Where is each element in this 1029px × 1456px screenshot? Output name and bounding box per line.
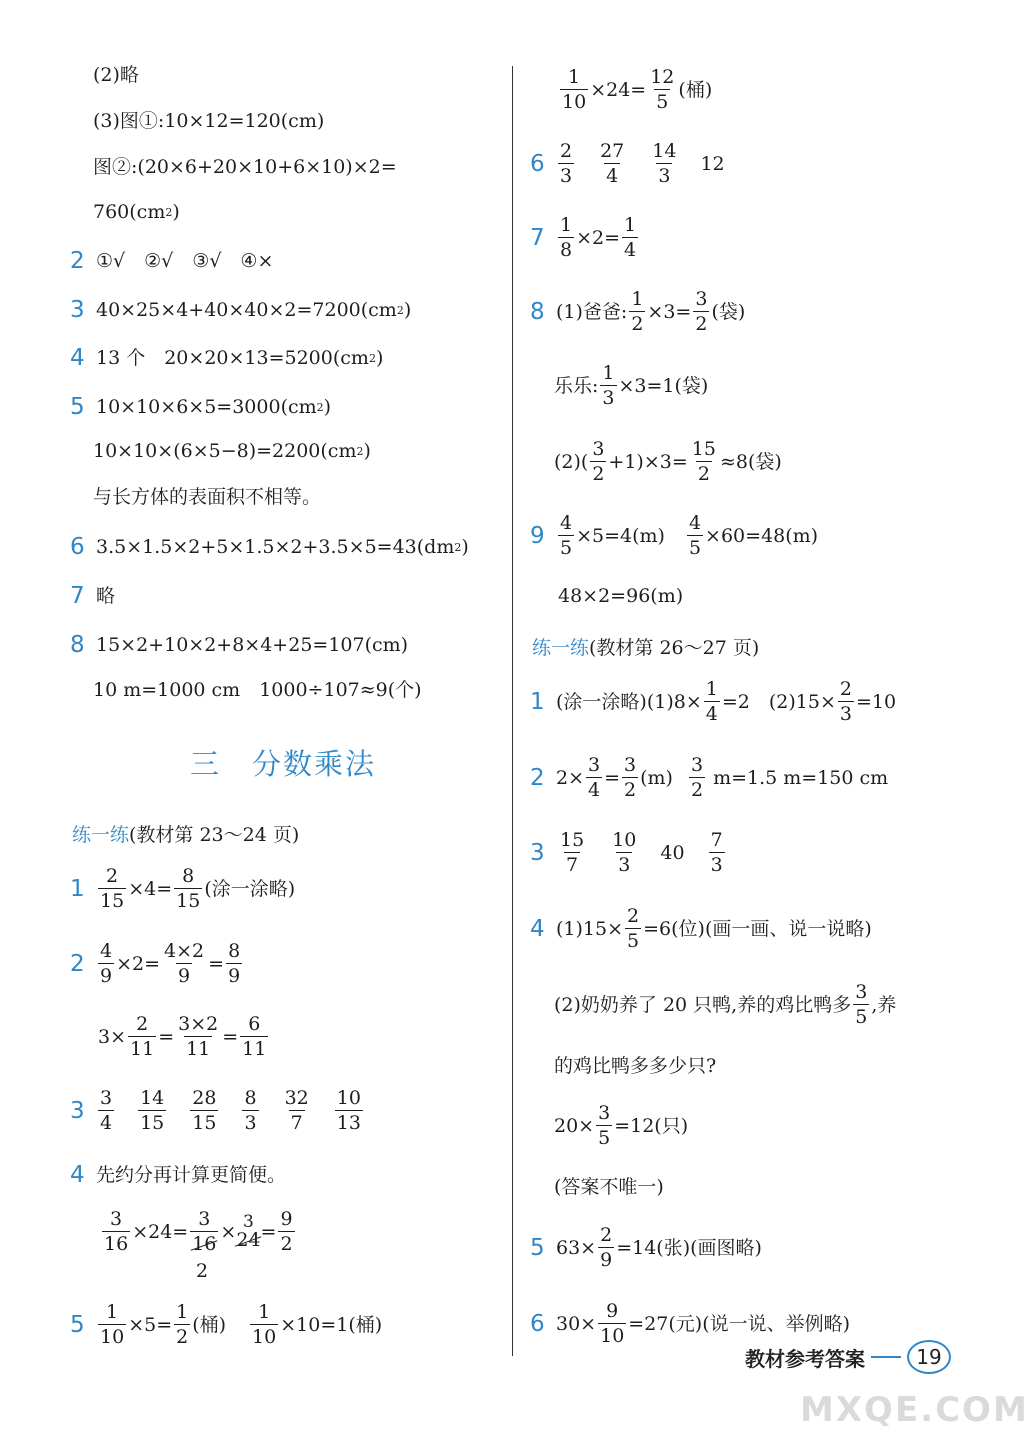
text-run: 40×25×4+40×40×2=7200(cm — [96, 299, 397, 321]
item-number: 4 — [70, 345, 85, 371]
numerator: 3 — [110, 1208, 123, 1230]
text-run: 乐乐: — [554, 374, 599, 397]
numerator: 1 — [624, 214, 637, 236]
answer-3: 3 40×25×4+40×40×2=7200(cm 2 ) — [70, 297, 412, 323]
text-run: ×24= — [590, 78, 647, 101]
numerator: 3 — [855, 981, 868, 1003]
practice-2-answer-4 — [530, 907, 872, 951]
numerator: 4×2 — [164, 940, 205, 962]
text-run: ×2= — [576, 226, 621, 249]
text-run: (2)略 — [93, 64, 139, 86]
numerator: 32 — [284, 1087, 309, 1109]
fraction — [625, 907, 641, 951]
item-number: 7 — [530, 224, 545, 251]
numerator: 12 — [650, 66, 675, 88]
answer-4: 4 13 个 20×20×13=5200(cm 2 ) — [70, 345, 384, 371]
text-run: 760(cm — [93, 201, 166, 223]
fraction — [648, 68, 676, 112]
practice-heading-2 — [532, 633, 759, 660]
text-run: 40 — [660, 841, 685, 864]
item-number: 1 — [70, 875, 85, 902]
denominator: 15 — [176, 890, 201, 912]
item-number: 3 — [70, 297, 85, 323]
fraction — [709, 831, 725, 875]
fraction — [610, 831, 638, 875]
fraction — [190, 1089, 218, 1133]
denominator: 16 — [192, 1233, 217, 1255]
fraction — [335, 1089, 363, 1133]
numerator: 1 — [258, 1301, 271, 1323]
numerator: 6 — [248, 1013, 261, 1035]
item-number: 2 — [70, 248, 85, 274]
numerator: 3 — [100, 1087, 113, 1109]
denominator: 4 — [624, 239, 637, 261]
fraction — [693, 290, 709, 334]
denominator: 10 — [100, 1326, 125, 1348]
text-run: =2 (2)15× — [721, 690, 836, 713]
text-run: (2)奶奶养了 20 只鸭,养的鸡比鸭多 — [554, 993, 852, 1016]
denominator: 7 — [566, 854, 579, 876]
text-run: 10×10×6×5=3000(cm — [96, 396, 317, 418]
text-run: ×60=48(m) — [705, 524, 819, 547]
fraction — [689, 756, 705, 800]
denominator: 15 — [192, 1112, 217, 1134]
item-number: 3 — [70, 1097, 85, 1124]
answer-2 — [70, 250, 273, 273]
left-line-4: 760(cm 2 ) — [93, 201, 180, 223]
numerator: 3 — [690, 754, 704, 776]
denominator: 5 — [855, 1006, 868, 1028]
text-run: 63× — [556, 1236, 597, 1259]
numerator: 10 — [336, 1087, 361, 1109]
denominator: 15 — [140, 1112, 165, 1134]
text-run: = — [222, 1025, 239, 1048]
fraction — [240, 1015, 268, 1059]
practice-heading-1 — [72, 820, 299, 847]
fraction — [558, 514, 574, 558]
text-run: ) — [323, 396, 332, 418]
section-title: 三 分数乘法 — [190, 747, 377, 781]
answer-8 — [70, 634, 408, 657]
page-number: 19 — [907, 1340, 951, 1374]
answer-r9 — [530, 514, 818, 558]
fraction — [596, 1104, 612, 1148]
fraction — [558, 142, 574, 186]
numerator: 9 — [280, 1208, 293, 1230]
right-line-0 — [558, 68, 712, 112]
text-run: ) — [172, 201, 180, 223]
practice-2-answer-4-line-4 — [554, 1104, 688, 1148]
item-number: 8 — [70, 632, 85, 658]
practice-1-answer-2-line-2 — [98, 1015, 270, 1059]
fraction — [560, 68, 588, 112]
answer-r8-line-3 — [554, 440, 782, 484]
text-run: 图②:(20×6+20×10+6×10)×2= — [93, 156, 397, 178]
fraction — [598, 1226, 614, 1270]
fraction — [138, 1089, 166, 1133]
item-number: 2 — [530, 764, 545, 791]
text-run: 20× — [554, 1114, 595, 1137]
text-run: m=1.5 m=150 cm — [713, 766, 889, 789]
numerator: 15 — [560, 829, 585, 851]
fraction — [600, 364, 616, 408]
text-run: (3)图①:10×12=120(cm) — [93, 110, 325, 132]
left-line-3 — [93, 158, 397, 177]
answer-r8-line-2 — [554, 364, 708, 408]
answer-r9-line-2 — [558, 587, 683, 606]
denominator: 3 — [602, 387, 615, 409]
text-run: 2 — [196, 1260, 209, 1282]
fraction — [98, 1089, 114, 1133]
numerator: 3 — [592, 438, 605, 460]
text-run: (教材第 23～24 页) — [129, 824, 300, 846]
answer-r7 — [530, 216, 640, 260]
text-run: 12 — [700, 152, 725, 175]
numerator: 7 — [710, 829, 723, 851]
numerator: 2 — [136, 1013, 149, 1035]
numerator: 2 — [560, 140, 573, 162]
text-run: ) — [363, 440, 371, 462]
text-run: ,养 — [871, 993, 897, 1016]
denominator: 13 — [336, 1112, 361, 1134]
answer-5-line-2: 10×10×(6×5−8)=2200(cm 2 ) — [93, 440, 371, 462]
text-run: =14(张)(画图略) — [616, 1236, 762, 1259]
denominator: 5 — [560, 537, 573, 559]
text-run: ×3=1(袋) — [618, 374, 709, 397]
item-number: 6 — [70, 534, 85, 560]
fraction — [174, 1303, 190, 1347]
text-run: 15×2+10×2+8×4+25=107(cm) — [96, 634, 409, 656]
denominator: 3 — [839, 703, 852, 725]
text-run: (教材第 26～27 页) — [589, 637, 760, 659]
fraction — [226, 942, 242, 986]
item-number: 2 — [70, 950, 85, 977]
fraction — [586, 756, 602, 800]
denominator: 7 — [290, 1112, 303, 1134]
fraction — [176, 1015, 220, 1059]
text-run: 30× — [556, 1312, 597, 1335]
text-run: =12(只) — [614, 1114, 689, 1137]
text-run: (涂一涂略) — [204, 877, 296, 900]
denominator: 2 — [592, 463, 605, 485]
fraction — [838, 680, 854, 724]
footer-label: 教材参考答案 — [745, 1346, 865, 1371]
answer-6: 6 3.5×1.5×2+5×1.5×2+3.5×5=43(dm 2 ) — [70, 534, 469, 560]
denominator: 3 — [710, 854, 723, 876]
numerator: 1 — [106, 1301, 119, 1323]
text-run: ①√ ②√ ③√ ④× — [96, 250, 274, 272]
numerator: 14 — [140, 1087, 165, 1109]
numerator: 3×2 — [178, 1013, 219, 1035]
text-run: = — [604, 766, 621, 789]
fraction — [250, 1303, 278, 1347]
text-run: 练一练 — [532, 637, 590, 659]
fraction — [174, 867, 202, 911]
denominator: 2 — [690, 779, 704, 801]
text-run: 练一练 — [72, 824, 130, 846]
fraction — [650, 142, 678, 186]
numerator: 3 — [588, 754, 601, 776]
practice-2-answer-4-line-2 — [554, 983, 896, 1027]
denominator: 11 — [186, 1038, 211, 1060]
item-number: 7 — [70, 583, 85, 609]
text-run: ≈8(袋) — [719, 450, 782, 473]
text-run: ) — [403, 299, 412, 321]
text-run: = — [158, 1025, 175, 1048]
text-run: ×5=4(m) — [576, 524, 665, 547]
practice-1-answer-4 — [70, 1164, 286, 1187]
denominator: 5 — [598, 1127, 611, 1149]
numerator: 4 — [688, 512, 702, 534]
denominator: 10 — [562, 91, 587, 113]
column-divider — [512, 66, 513, 1356]
text-run: (涂一涂略)(1)8× — [556, 690, 702, 713]
text-run: 2× — [556, 766, 585, 789]
text-run: ×5= — [128, 1313, 173, 1336]
denominator: 2 — [631, 313, 644, 335]
text-run: 48×2=96(m) — [558, 585, 684, 607]
numerator: 8 — [228, 940, 241, 962]
fraction — [558, 216, 574, 260]
denominator: 2 — [280, 1233, 293, 1255]
practice-1-answer-5 — [70, 1303, 382, 1347]
denominator: 2 — [176, 1326, 189, 1348]
numerator: 1 — [176, 1301, 189, 1323]
fraction — [687, 514, 703, 558]
denominator: 16 — [104, 1233, 129, 1255]
practice-2-answer-2 — [530, 756, 888, 800]
fraction — [853, 983, 869, 1027]
fraction — [278, 1210, 294, 1254]
denominator: 4 — [100, 1112, 113, 1134]
fraction — [558, 831, 586, 875]
text-run: 13 个 20×20×13=5200(cm — [96, 347, 369, 369]
item-number: 9 — [530, 522, 545, 549]
text-run: 3.5×1.5×2+5×1.5×2+3.5×5=43(dm — [96, 536, 455, 558]
practice-2-answer-5 — [530, 1226, 762, 1270]
item-number: 5 — [530, 1234, 545, 1261]
answer-r8 — [530, 290, 745, 334]
answer-8-line-2 — [93, 681, 422, 700]
text-run: =6(位)(画一画、说一说略) — [643, 917, 872, 940]
item-number: 6 — [530, 1310, 545, 1337]
denominator: 2 — [624, 779, 637, 801]
denominator: 8 — [560, 239, 573, 261]
numerator: 15 — [691, 438, 716, 460]
item-number: 1 — [530, 688, 545, 715]
page-footer — [745, 1340, 951, 1374]
numerator: 1 — [705, 678, 718, 700]
footer-rule — [871, 1356, 901, 1358]
left-line-2 — [93, 112, 324, 131]
numerator: 4 — [560, 512, 573, 534]
fraction — [622, 216, 638, 260]
answer-7 — [70, 585, 115, 608]
practice-1-answer-4-work — [100, 1210, 297, 1254]
text-run: ×10=1(桶) — [280, 1313, 383, 1336]
numerator: 8 — [244, 1087, 257, 1109]
denominator: 3 — [618, 854, 631, 876]
fraction — [128, 1015, 156, 1059]
denominator: 3 — [244, 1112, 257, 1134]
fraction — [704, 680, 720, 724]
denominator: 2 — [697, 463, 710, 485]
denominator: 5 — [627, 930, 640, 952]
fraction — [598, 142, 626, 186]
fraction — [283, 1089, 311, 1133]
text-run: (1)爸爸: — [556, 300, 628, 323]
denominator: 11 — [242, 1038, 267, 1060]
fraction — [622, 756, 638, 800]
practice-2-answer-4-note — [554, 1178, 664, 1197]
fraction — [242, 1089, 258, 1133]
watermark: MXQE.COM — [800, 1390, 1029, 1430]
numerator: 3 — [695, 288, 708, 310]
text-run: ) — [375, 347, 384, 369]
denominator: 9 — [228, 965, 241, 987]
text-run: = — [260, 1220, 277, 1243]
numerator: 4 — [100, 940, 113, 962]
numerator: 2 — [627, 905, 640, 927]
numerator: 10 — [612, 829, 637, 851]
numerator: 9 — [606, 1300, 619, 1322]
text-run: (m) — [640, 766, 673, 789]
text-run: (答案不唯一) — [554, 1176, 664, 1198]
fraction — [629, 290, 645, 334]
numerator: 2 — [106, 865, 119, 887]
text-run: +1)×3= — [608, 450, 688, 473]
numerator: 2 — [839, 678, 852, 700]
denominator: 11 — [130, 1038, 155, 1060]
fraction — [98, 867, 126, 911]
practice-1-answer-1 — [70, 867, 295, 911]
fraction — [162, 942, 206, 986]
text-run: (桶) — [192, 1313, 227, 1336]
text-run: ×24= — [132, 1220, 189, 1243]
practice-2-answer-3 — [530, 831, 727, 875]
practice-2-answer-1 — [530, 680, 896, 724]
text-run: (2)( — [554, 450, 589, 473]
numerator: 3 — [598, 1102, 611, 1124]
text-run: = — [208, 952, 225, 975]
numerator: 27 — [600, 140, 625, 162]
numerator: 1 — [560, 214, 573, 236]
denominator: 3 — [658, 165, 671, 187]
text-run: ×2= — [116, 952, 161, 975]
answer-5: 5 10×10×6×5=3000(cm 2 ) — [70, 394, 332, 420]
fraction — [102, 1210, 130, 1254]
numerator: 3 — [624, 754, 637, 776]
denominator: 9 — [178, 965, 191, 987]
denominator: 4 — [606, 165, 619, 187]
text-run: (1)15× — [556, 917, 624, 940]
denominator: 5 — [688, 537, 702, 559]
fraction — [598, 1302, 626, 1346]
text-run: × — [220, 1220, 237, 1243]
text-run: ×4= — [128, 877, 173, 900]
numerator: 2 — [600, 1224, 613, 1246]
fraction — [98, 942, 114, 986]
denominator: 15 — [100, 890, 125, 912]
text-run: ×3= — [647, 300, 692, 323]
fraction-cancelled — [190, 1210, 218, 1254]
practice-1-answer-3 — [70, 1089, 365, 1133]
item-number: 4 — [530, 915, 545, 942]
text-run: ) — [461, 536, 469, 558]
text-run: (袋) — [711, 300, 746, 323]
item-number: 5 — [70, 394, 85, 420]
denominator: 5 — [656, 91, 669, 113]
text-run: =10 — [855, 690, 897, 713]
fraction — [98, 1303, 126, 1347]
item-number: 4 — [70, 1162, 85, 1188]
text-run: 10 m=1000 cm 1000÷107≈9(个) — [93, 679, 422, 701]
numerator: 1 — [602, 362, 615, 384]
text-run: 先约分再计算更简便。 — [96, 1164, 287, 1186]
practice-1-answer-2 — [70, 942, 244, 986]
answer-r6 — [530, 142, 725, 186]
fraction — [590, 440, 606, 484]
answer-5-line-3 — [93, 488, 321, 507]
text-run: (桶) — [678, 78, 713, 101]
text-run: 略 — [96, 585, 116, 607]
item-number: 3 — [530, 839, 545, 866]
text-run: =27(元)(说一说、举例略) — [628, 1312, 851, 1335]
item-number: 8 — [530, 298, 545, 325]
item-number: 6 — [530, 150, 545, 177]
text-run: 10×10×(6×5−8)=2200(cm — [93, 440, 357, 462]
fraction — [690, 440, 718, 484]
text-run: 的鸡比鸭多多少只? — [554, 1055, 717, 1077]
text-run: 3× — [98, 1025, 127, 1048]
item-number: 5 — [70, 1311, 85, 1338]
text-run: 与长方体的表面积不相等。 — [93, 486, 322, 508]
denominator: 2 — [695, 313, 708, 335]
denominator: 4 — [588, 779, 601, 801]
numerator: 1 — [631, 288, 644, 310]
numerator: 28 — [192, 1087, 217, 1109]
numerator: 3 — [198, 1208, 211, 1230]
denominator: 9 — [100, 965, 113, 987]
numerator: 1 — [568, 66, 581, 88]
denominator: 10 — [600, 1325, 625, 1347]
denominator: 10 — [252, 1326, 277, 1348]
denominator: 9 — [600, 1249, 613, 1271]
numerator: 14 — [652, 140, 677, 162]
cancelled-factor: 3 24 — [236, 1212, 261, 1251]
denominator: 3 — [560, 165, 573, 187]
denominator: 4 — [705, 703, 718, 725]
left-line-1 — [93, 66, 139, 85]
practice-2-answer-4-line-3 — [554, 1057, 716, 1076]
numerator: 8 — [182, 865, 195, 887]
cancelled-result — [196, 1262, 208, 1281]
